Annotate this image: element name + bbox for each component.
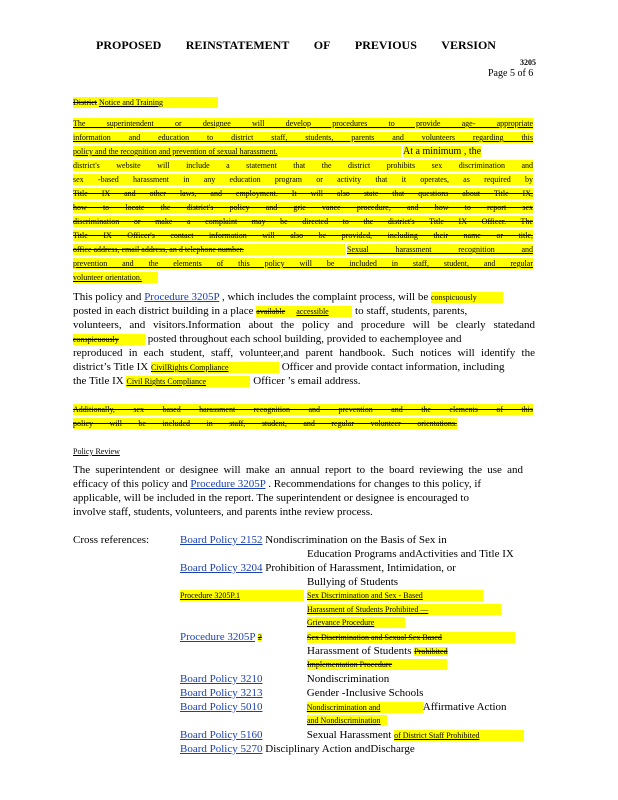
inserted-text: Grievance Procedure (307, 617, 405, 628)
para-text: posted throughout each school building, provided to eachemployee and (147, 333, 462, 345)
title-word: VERSION (441, 38, 496, 52)
para-line: The superintendent or designee will make an annual report to the board reviewing the use and (73, 464, 523, 476)
para-line: reproduced in each student, staff, volunteer,and parent handbook. Such notices will identify the (73, 347, 535, 359)
document-title (96, 38, 496, 53)
inserted-text: Nondiscrimination and (307, 702, 423, 713)
board-policy-2152-link[interactable]: Board Policy 2152 (180, 534, 263, 546)
para-line (73, 304, 535, 318)
inserted-text: Harassment of Students Prohibited — (307, 604, 501, 615)
inserted-text: policy and the recognition and prevention of sexual harassment. (73, 146, 401, 157)
para-text: . Recommendations for changes to this policy, if (268, 478, 482, 490)
inserted-text: and Nondiscrimination (307, 715, 387, 726)
title-word: PROPOSED (96, 38, 162, 52)
cross-ref-row (180, 533, 447, 547)
cross-ref-text: Disciplinary Action andDischarge (265, 743, 415, 755)
inserted-line: information and education to district staff, students, parents and volunteers regarding this (73, 133, 533, 142)
para-line (73, 477, 523, 491)
inserted-line (73, 146, 533, 157)
title-word: OF (313, 38, 331, 52)
mixed-line (73, 244, 533, 255)
inserted-line: The superintendent or designee will develop procedures to provide age- appropriate (73, 119, 533, 128)
cross-ref-row (180, 561, 456, 575)
inserted-line: volunteer orientation. (73, 272, 158, 283)
para-text: Officer ’s email address. (253, 375, 361, 387)
cross-ref-text: Affirmative Action (422, 701, 507, 713)
para-line (73, 360, 535, 374)
struck-text: conspicuously (73, 334, 145, 345)
struck-text: 2 (257, 633, 262, 642)
para-line: volunteers, and visitors.Information about the policy and procedure will be clearly statedand (73, 319, 535, 331)
board-policy-5010-link[interactable]: Board Policy 5010 (180, 701, 263, 713)
cross-ref-row (180, 742, 415, 756)
para-line (73, 332, 535, 346)
cross-ref-text: Harassment of Students (307, 645, 412, 657)
section-heading-notice (73, 97, 218, 108)
para-text: to staff, students, parents, (355, 305, 468, 317)
struck-text: office address, email address, an d telephone number. (73, 244, 345, 255)
struck-word: District (73, 98, 97, 107)
board-policy-3213-link[interactable]: Board Policy 3213 (180, 687, 263, 699)
struck-line: Title IX and other laws, and employment. It will also state that questions about Title IX, (73, 189, 533, 198)
struck-line: Title IX Officer's contact information will also be provided, including their name or title, (73, 231, 533, 240)
procedure-3205p-link[interactable]: Procedure 3205P (190, 478, 266, 490)
para-line: applicable, will be included in the report. The superintendent or designee is encouraged to (73, 492, 469, 504)
struck-line: Additionally, sex based harassment recognition and prevention and the elements of this (73, 405, 533, 414)
inserted-line: sex -based harassment in any education program or activity that it operates, as required by (73, 175, 533, 184)
title-word: REINSTATEMENT (185, 38, 290, 52)
cross-ref-row (180, 686, 423, 700)
inserted-text: of District Staff Prohibited (394, 730, 524, 741)
cross-ref-row (180, 630, 262, 644)
page-number: Page 5 of 6 (488, 68, 534, 79)
policy-review-paragraph (73, 463, 523, 519)
inserted-line: district's website will include a statement that the district prohibits sex discrimination and (73, 161, 533, 170)
inserted-text: Procedure 3205P.1 (180, 590, 304, 601)
inserted-text: At a minimum , the (403, 146, 482, 157)
struck-line: policy will be included in staff, student, and regular volunteer orientations. (73, 419, 457, 428)
cross-ref-row (180, 700, 507, 714)
policy-paragraph (73, 290, 535, 388)
cross-references-label: Cross references: (73, 534, 150, 546)
para-text: posted in each district building in a place (73, 305, 254, 317)
cross-ref-text: Nondiscrimination on the Basis of Sex in (265, 534, 447, 546)
inserted-text: accessible (296, 306, 352, 317)
para-text: , which includes the complaint process, will be (222, 291, 429, 303)
policy-code: 3205 (520, 58, 536, 67)
cross-ref-row (180, 728, 524, 742)
cross-ref-text: Gender -Inclusive Schools (306, 687, 424, 699)
procedure-3205p-link[interactable]: Procedure 3205P (144, 291, 220, 303)
board-policy-5270-link[interactable]: Board Policy 5270 (180, 743, 263, 755)
struck-text: Implementation Procedure (307, 659, 447, 670)
policy-review-heading: Policy Review (73, 447, 120, 456)
para-line: involve staff, students, volunteers, and parents inthe review process. (73, 506, 373, 518)
inserted-text: Civil Rights Compliance (126, 376, 250, 387)
para-text: district’s Title IX (73, 361, 149, 373)
para-text: Officer and provide contact information, including (281, 361, 505, 373)
heading-text: Notice and Training (99, 98, 163, 107)
board-policy-3210-link[interactable]: Board Policy 3210 (180, 673, 263, 685)
title-word: PREVIOUS (354, 38, 417, 52)
cross-ref-text: Sexual Harassment (306, 729, 392, 741)
para-line (73, 290, 535, 304)
procedure-3205p-link[interactable]: Procedure 3205P (180, 631, 256, 643)
cross-ref-row (307, 644, 448, 658)
struck-text: Sex Discrimination and Sexual Sex Based (307, 632, 515, 643)
cross-ref-text: Prohibition of Harassment, Intimidation, or (265, 562, 456, 574)
struck-text: Prohibited (414, 647, 448, 656)
struck-text: available (256, 306, 296, 317)
struck-line: discrimination or make a complaint may be directed to the district's Title IX Officer. The (73, 217, 533, 226)
para-text: the Title IX (73, 375, 124, 387)
cross-ref-text: Bullying of Students (307, 576, 399, 588)
inserted-text: Sex Discrimination and Sex - Based (307, 590, 483, 601)
inserted-line: prevention and the elements of this policy will be included in staff, student, and regular (73, 259, 533, 268)
inserted-text: conspicuously (431, 292, 503, 303)
board-policy-5160-link[interactable]: Board Policy 5160 (180, 729, 263, 741)
struck-line: how to locate the district's policy and grie vance procedure, and how to report sex (73, 203, 533, 212)
cross-ref-text: Education Programs andActivities and Title IX (307, 548, 514, 560)
cross-ref-row (180, 672, 389, 686)
para-line (73, 374, 535, 388)
cross-ref-text: Nondiscrimination (306, 673, 390, 685)
board-policy-3204-link[interactable]: Board Policy 3204 (180, 562, 263, 574)
inserted-text: Sexual harassment recognition and (347, 245, 533, 254)
inserted-text: CivilRights Compliance (151, 362, 279, 373)
para-text: efficacy of this policy and (73, 478, 188, 490)
para-text: This policy and (73, 291, 142, 303)
